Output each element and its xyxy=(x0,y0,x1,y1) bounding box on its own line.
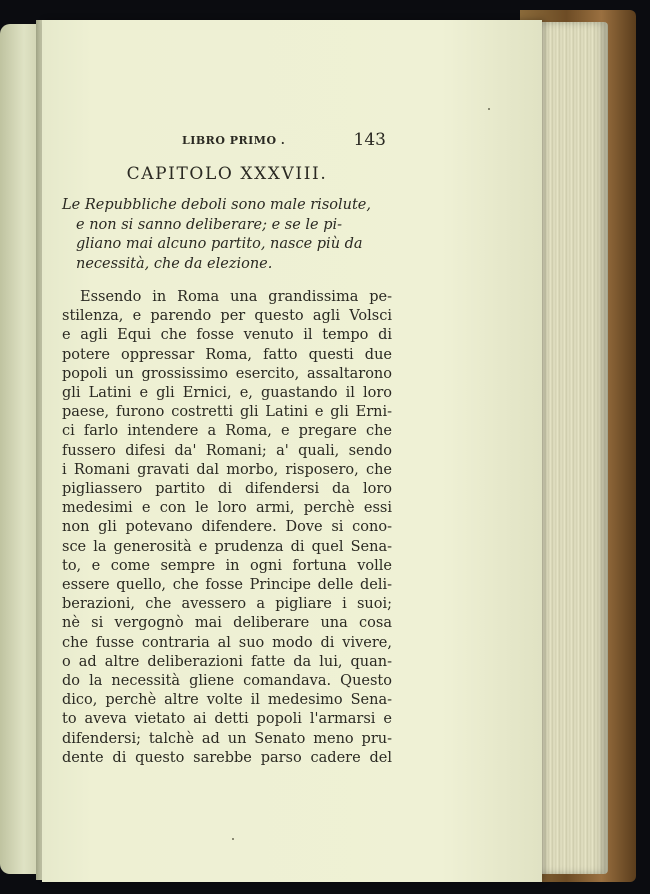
text-line: to, e come sempre in ogni fortuna volle xyxy=(62,557,392,574)
text-line: sce la generosità e prudenza di quel Sena- xyxy=(62,538,392,555)
text-line: pigliassero partito di difendersi da loro xyxy=(62,481,392,498)
text-line: che fusse contraria al suo modo di vivere, xyxy=(62,634,392,651)
text-line: essere quello, che fosse Principe delle deli- xyxy=(62,577,392,594)
text-line: paese, furono costretti gli Latini e gli Erni- xyxy=(62,404,392,421)
text-line: potere oppressar Roma, fatto questi due xyxy=(62,346,392,363)
running-head xyxy=(62,132,392,154)
body-text xyxy=(62,288,392,768)
summary-line: gliano mai alcuno partito, nasce più da xyxy=(76,236,363,252)
left-page-edge xyxy=(0,24,40,874)
text-line: berazioni, che avessero a pigliare i suoi; xyxy=(62,596,392,613)
text-line: non gli potevano difendere. Dove si cono- xyxy=(62,519,392,536)
text-line: medesimi e con le loro armi, perchè essi xyxy=(62,500,392,517)
chapter-heading: CAPITOLO XXXVIII. xyxy=(126,164,328,184)
chapter-summary xyxy=(62,196,392,274)
text-line: difendersi; talchè ad un Senato meno pru- xyxy=(62,730,392,747)
paper-speck xyxy=(232,838,234,840)
text-line: i Romani gravati dal morbo, risposero, che xyxy=(62,461,392,478)
text-line: do la necessità gliene comandava. Questo xyxy=(62,673,392,690)
text-line: nè si vergognò mai deliberare una cosa xyxy=(62,615,392,632)
text-line: fussero difesi da' Romani; a' quali, sendo xyxy=(62,442,392,459)
summary-line: Le Repubbliche deboli sono male risolute, xyxy=(62,197,371,213)
text-line: e agli Equi che fosse venuto il tempo di xyxy=(62,327,392,344)
text-line: gli Latini e gli Ernici, e, guastando il loro xyxy=(62,385,392,402)
text-line: dico, perchè altre volte il medesimo Sena- xyxy=(62,692,392,709)
text-line: popoli un grossissimo esercito, assaltarono xyxy=(62,365,392,382)
summary-line: necessità, che da elezione. xyxy=(76,255,273,272)
summary-line: e non si sanno deliberare; e se le pi- xyxy=(76,216,343,233)
text-line: stilenza, e parendo per questo agli Volsci xyxy=(62,308,392,325)
paper-speck xyxy=(488,108,490,110)
text-line: dente di questo sarebbe parso cadere del xyxy=(62,749,392,766)
text-line: o ad altre deliberazioni fatte da lui, quan- xyxy=(62,653,392,670)
text-line: ci farlo intendere a Roma, e pregare che xyxy=(62,423,392,440)
page-number: 143 xyxy=(353,130,386,150)
text-line: to aveva vietato ai detti popoli l'armarsi e xyxy=(62,711,392,728)
page-content xyxy=(62,132,392,768)
text-line: Essendo in Roma una grandissima pe- xyxy=(80,289,392,305)
running-head-title: LIBRO PRIMO . xyxy=(182,134,286,147)
